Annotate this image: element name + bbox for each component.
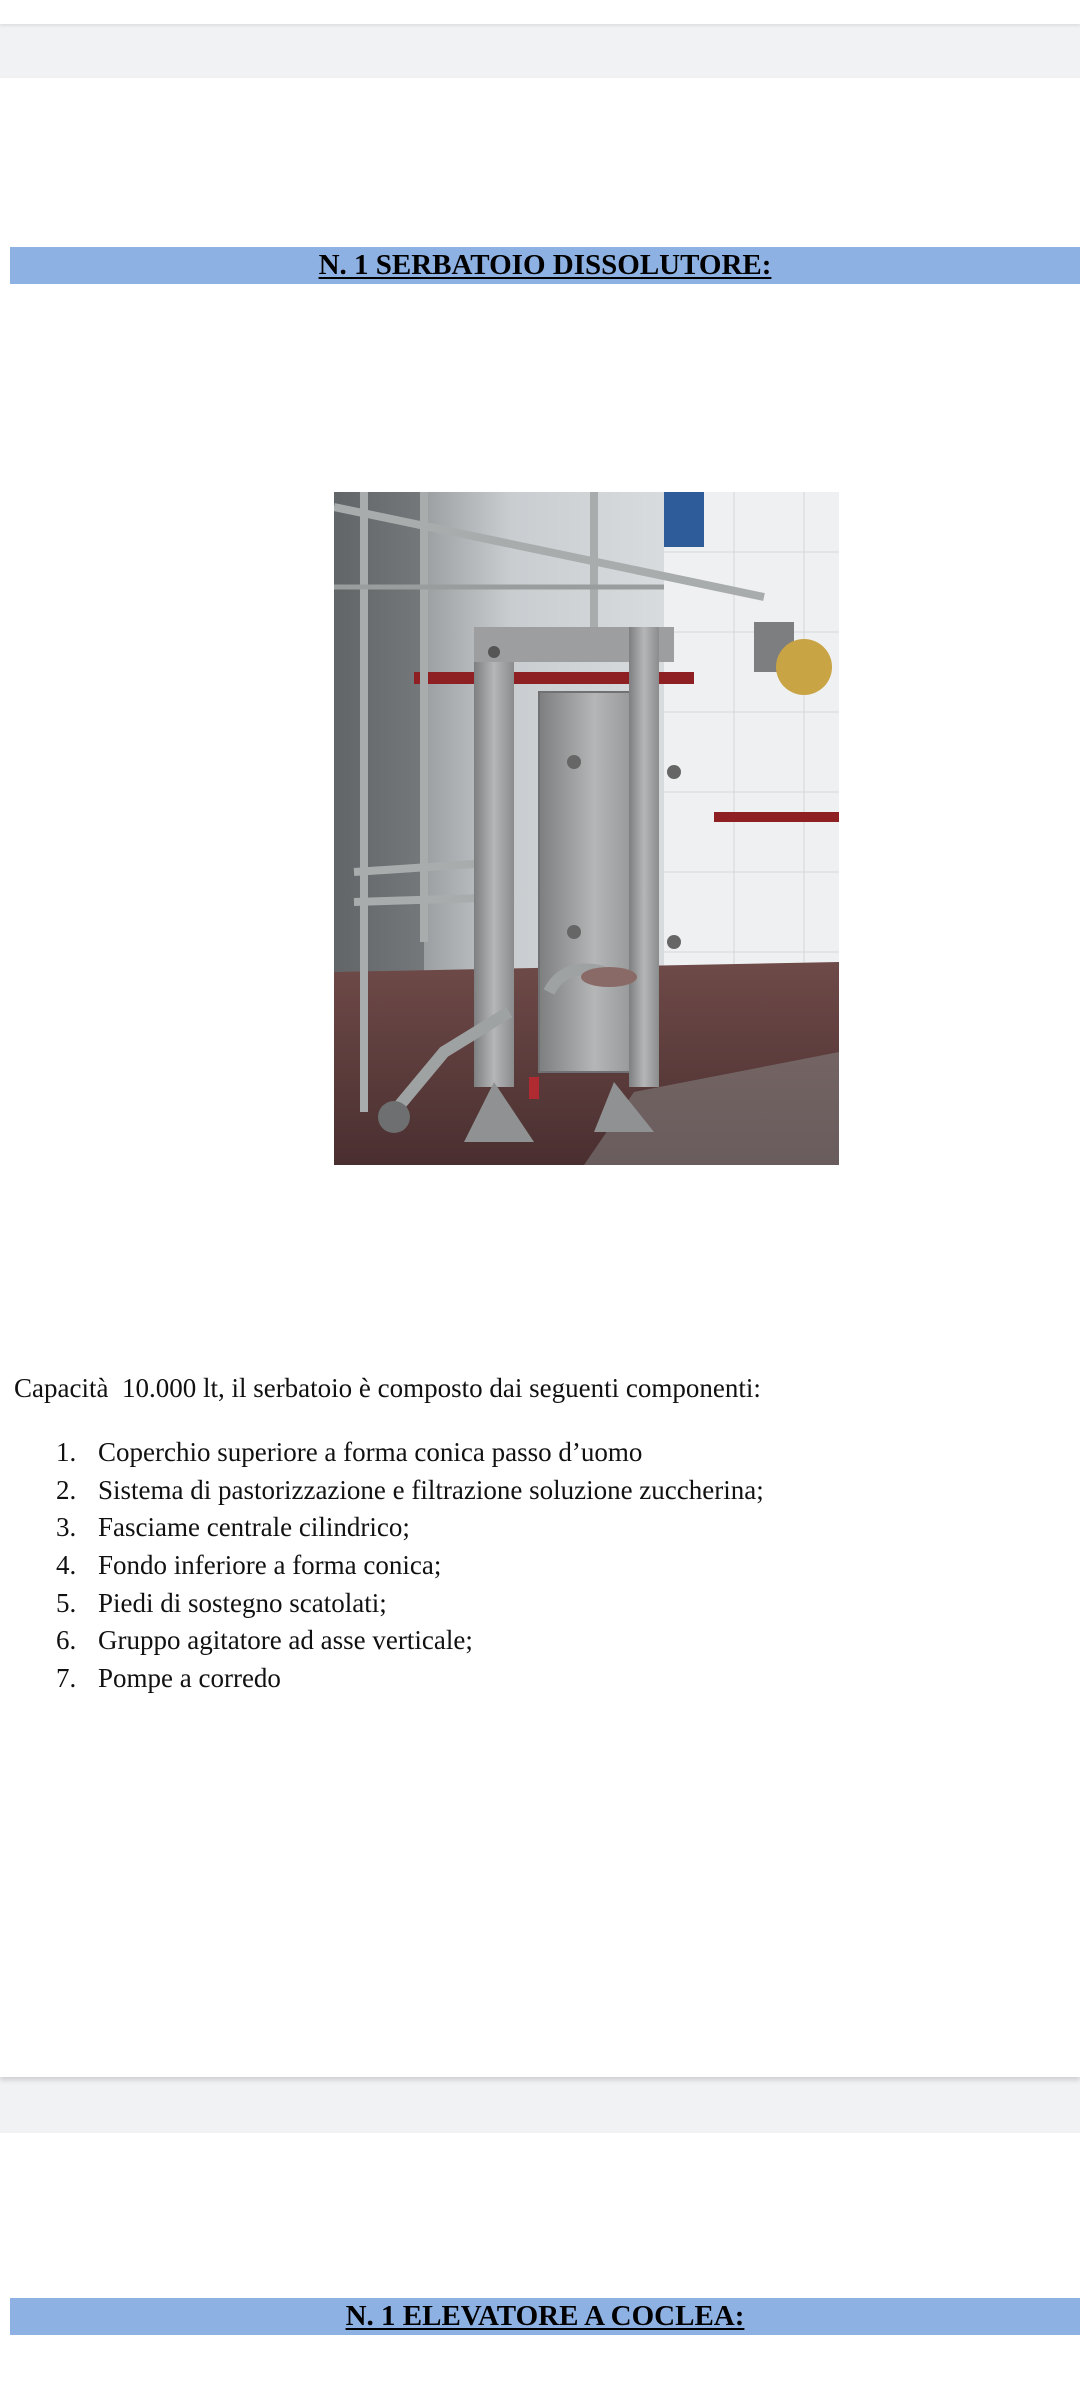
list-item-number: 5. <box>56 1587 77 1618</box>
list-item-text: Piedi di sostegno scatolati; <box>98 1587 387 1618</box>
document-page <box>0 78 1080 2077</box>
list-item-number: 3. <box>56 1512 77 1543</box>
list-item-text: Gruppo agitatore ad asse verticale; <box>98 1625 473 1656</box>
list-item-text: Fasciame centrale cilindrico; <box>98 1512 410 1543</box>
list-item-text: Pompe a corredo <box>98 1663 281 1694</box>
next-document-page <box>0 2133 1080 2393</box>
section-title: N. 1 SERBATOIO DISSOLUTORE: <box>318 249 772 281</box>
section-header-serbatoio <box>10 247 1080 284</box>
list-item-text: Fondo inferiore a forma conica; <box>98 1550 442 1581</box>
list-item-text: Coperchio superiore a forma conica passo d’uomo <box>98 1437 643 1467</box>
list-item-number: 7. <box>56 1663 77 1694</box>
equipment-photo <box>334 492 839 1165</box>
section-header-elevatore <box>10 2298 1080 2335</box>
list-item-number: 6. <box>56 1625 77 1656</box>
list-item-number: 2. <box>56 1474 77 1505</box>
list-item-text: Sistema di pastorizzazione e filtrazione soluzione zuccherina; <box>98 1474 764 1505</box>
list-item-number: 1. <box>56 1437 77 1467</box>
capacity-description: Capacità 10.000 lt, il serbatoio è composto dai seguenti componenti: <box>14 1373 761 1403</box>
list-item-number: 4. <box>56 1550 77 1581</box>
previous-page-edge <box>0 0 1080 24</box>
section-title: N. 1 ELEVATORE A COCLEA: <box>345 2300 745 2332</box>
